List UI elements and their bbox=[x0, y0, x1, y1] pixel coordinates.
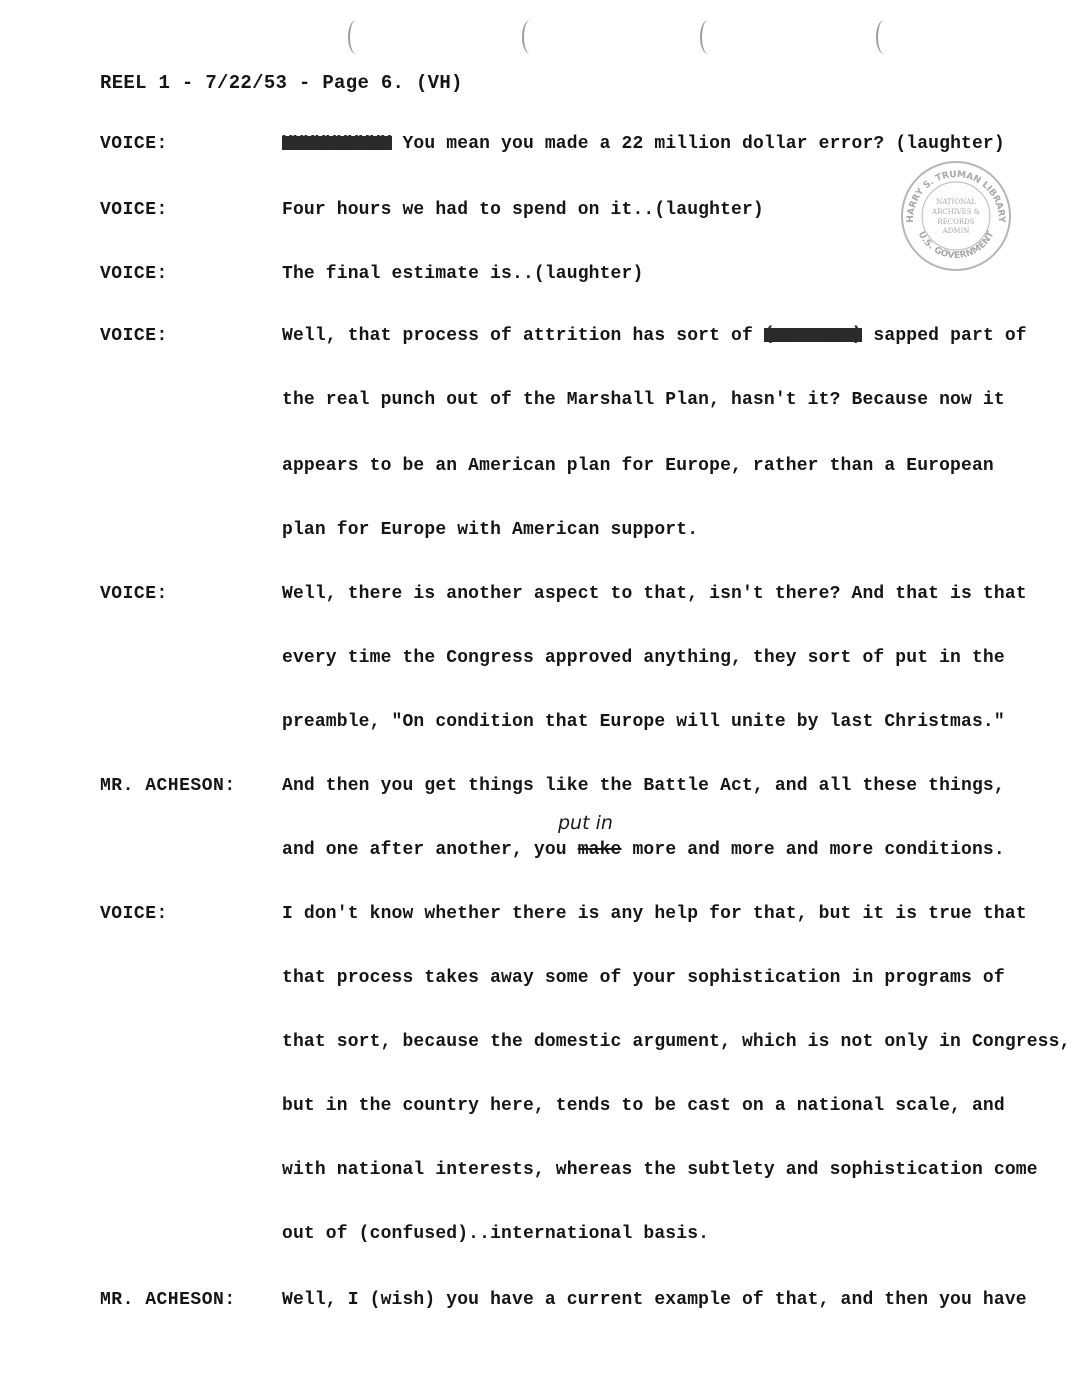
stamp-inner-line: ADMIN bbox=[942, 227, 970, 235]
transcript-line: appears to be an American plan for Europe, rather than a European bbox=[282, 456, 994, 476]
binder-hole-mark bbox=[700, 20, 716, 54]
transcript-line: with national interests, whereas the subtlety and sophistication come bbox=[282, 1160, 1038, 1180]
stamp-inner-line: NATIONAL bbox=[936, 198, 976, 206]
binder-hole-mark bbox=[876, 20, 892, 54]
speaker-label: VOICE: bbox=[100, 584, 168, 604]
transcript-line bbox=[282, 326, 1027, 346]
transcript-line: every time the Congress approved anything, they sort of put in the bbox=[282, 648, 1005, 668]
transcript-line: Four hours we had to spend on it..(laughter) bbox=[282, 200, 764, 220]
transcript-line: Well, I (wish) you have a current example of that, and then you have bbox=[282, 1290, 1027, 1310]
speaker-label: VOICE: bbox=[100, 326, 168, 346]
stamp-outer-top-text: HARRY S. TRUMAN LIBRARY bbox=[905, 169, 1007, 223]
stamp-outer-bottom-text: U.S. GOVERNMENT bbox=[915, 230, 997, 262]
archive-stamp-seal bbox=[900, 160, 1012, 272]
speaker-label: VOICE: bbox=[100, 264, 168, 284]
struck-word: make bbox=[577, 840, 622, 860]
speaker-label: MR. ACHESON: bbox=[100, 776, 236, 796]
transcript-line: that sort, because the domestic argument, which is not only in Congress, bbox=[282, 1032, 1071, 1052]
typed-strikeout: XXXXXXXXXX bbox=[282, 133, 392, 153]
line-text: You mean you made a 22 million dollar error? (laughter) bbox=[402, 134, 1005, 154]
line-text: sapped part of bbox=[873, 326, 1027, 346]
transcript-line: out of (confused)..international basis. bbox=[282, 1224, 710, 1244]
transcript-line: preamble, "On condition that Europe will unite by last Christmas." bbox=[282, 712, 1005, 732]
transcript-line: that process takes away some of your sophistication in programs of bbox=[282, 968, 1005, 988]
transcript-line: but in the country here, tends to be cast on a national scale, and bbox=[282, 1096, 1005, 1116]
binder-hole-mark bbox=[522, 20, 538, 54]
transcript-line: And then you get things like the Battle Act, and all these things, bbox=[282, 776, 1005, 796]
transcript-line: Well, there is another aspect to that, isn't there? And that is that bbox=[282, 584, 1027, 604]
transcript-line bbox=[282, 840, 1005, 860]
stamp-inner-line: ARCHIVES & bbox=[932, 208, 980, 216]
binder-hole-mark bbox=[348, 20, 364, 54]
transcript-line: the real punch out of the Marshall Plan, hasn't it? Because now it bbox=[282, 390, 1005, 410]
binder-hole-marks bbox=[0, 20, 1077, 60]
page-header: REEL 1 - 7/22/53 - Page 6. (VH) bbox=[100, 72, 463, 94]
stamp-inner-line: RECORDS bbox=[937, 218, 975, 226]
speaker-label: VOICE: bbox=[100, 134, 168, 154]
speaker-label: VOICE: bbox=[100, 200, 168, 220]
transcript-line: The final estimate is..(laughter) bbox=[282, 264, 644, 284]
typed-strikeout: (xxxxxxx) bbox=[763, 325, 863, 345]
speaker-label: VOICE: bbox=[100, 904, 168, 924]
transcript-line bbox=[282, 134, 1005, 154]
line-text: and one after another, you bbox=[282, 840, 567, 860]
speaker-label: MR. ACHESON: bbox=[100, 1290, 236, 1310]
transcript-line: I don't know whether there is any help for that, but it is true that bbox=[282, 904, 1027, 924]
line-text: more and more and more conditions. bbox=[632, 840, 1005, 860]
handwritten-insertion: put in bbox=[558, 812, 613, 834]
transcript-line: plan for Europe with American support. bbox=[282, 520, 699, 540]
line-text: Well, that process of attrition has sort of bbox=[282, 326, 753, 346]
